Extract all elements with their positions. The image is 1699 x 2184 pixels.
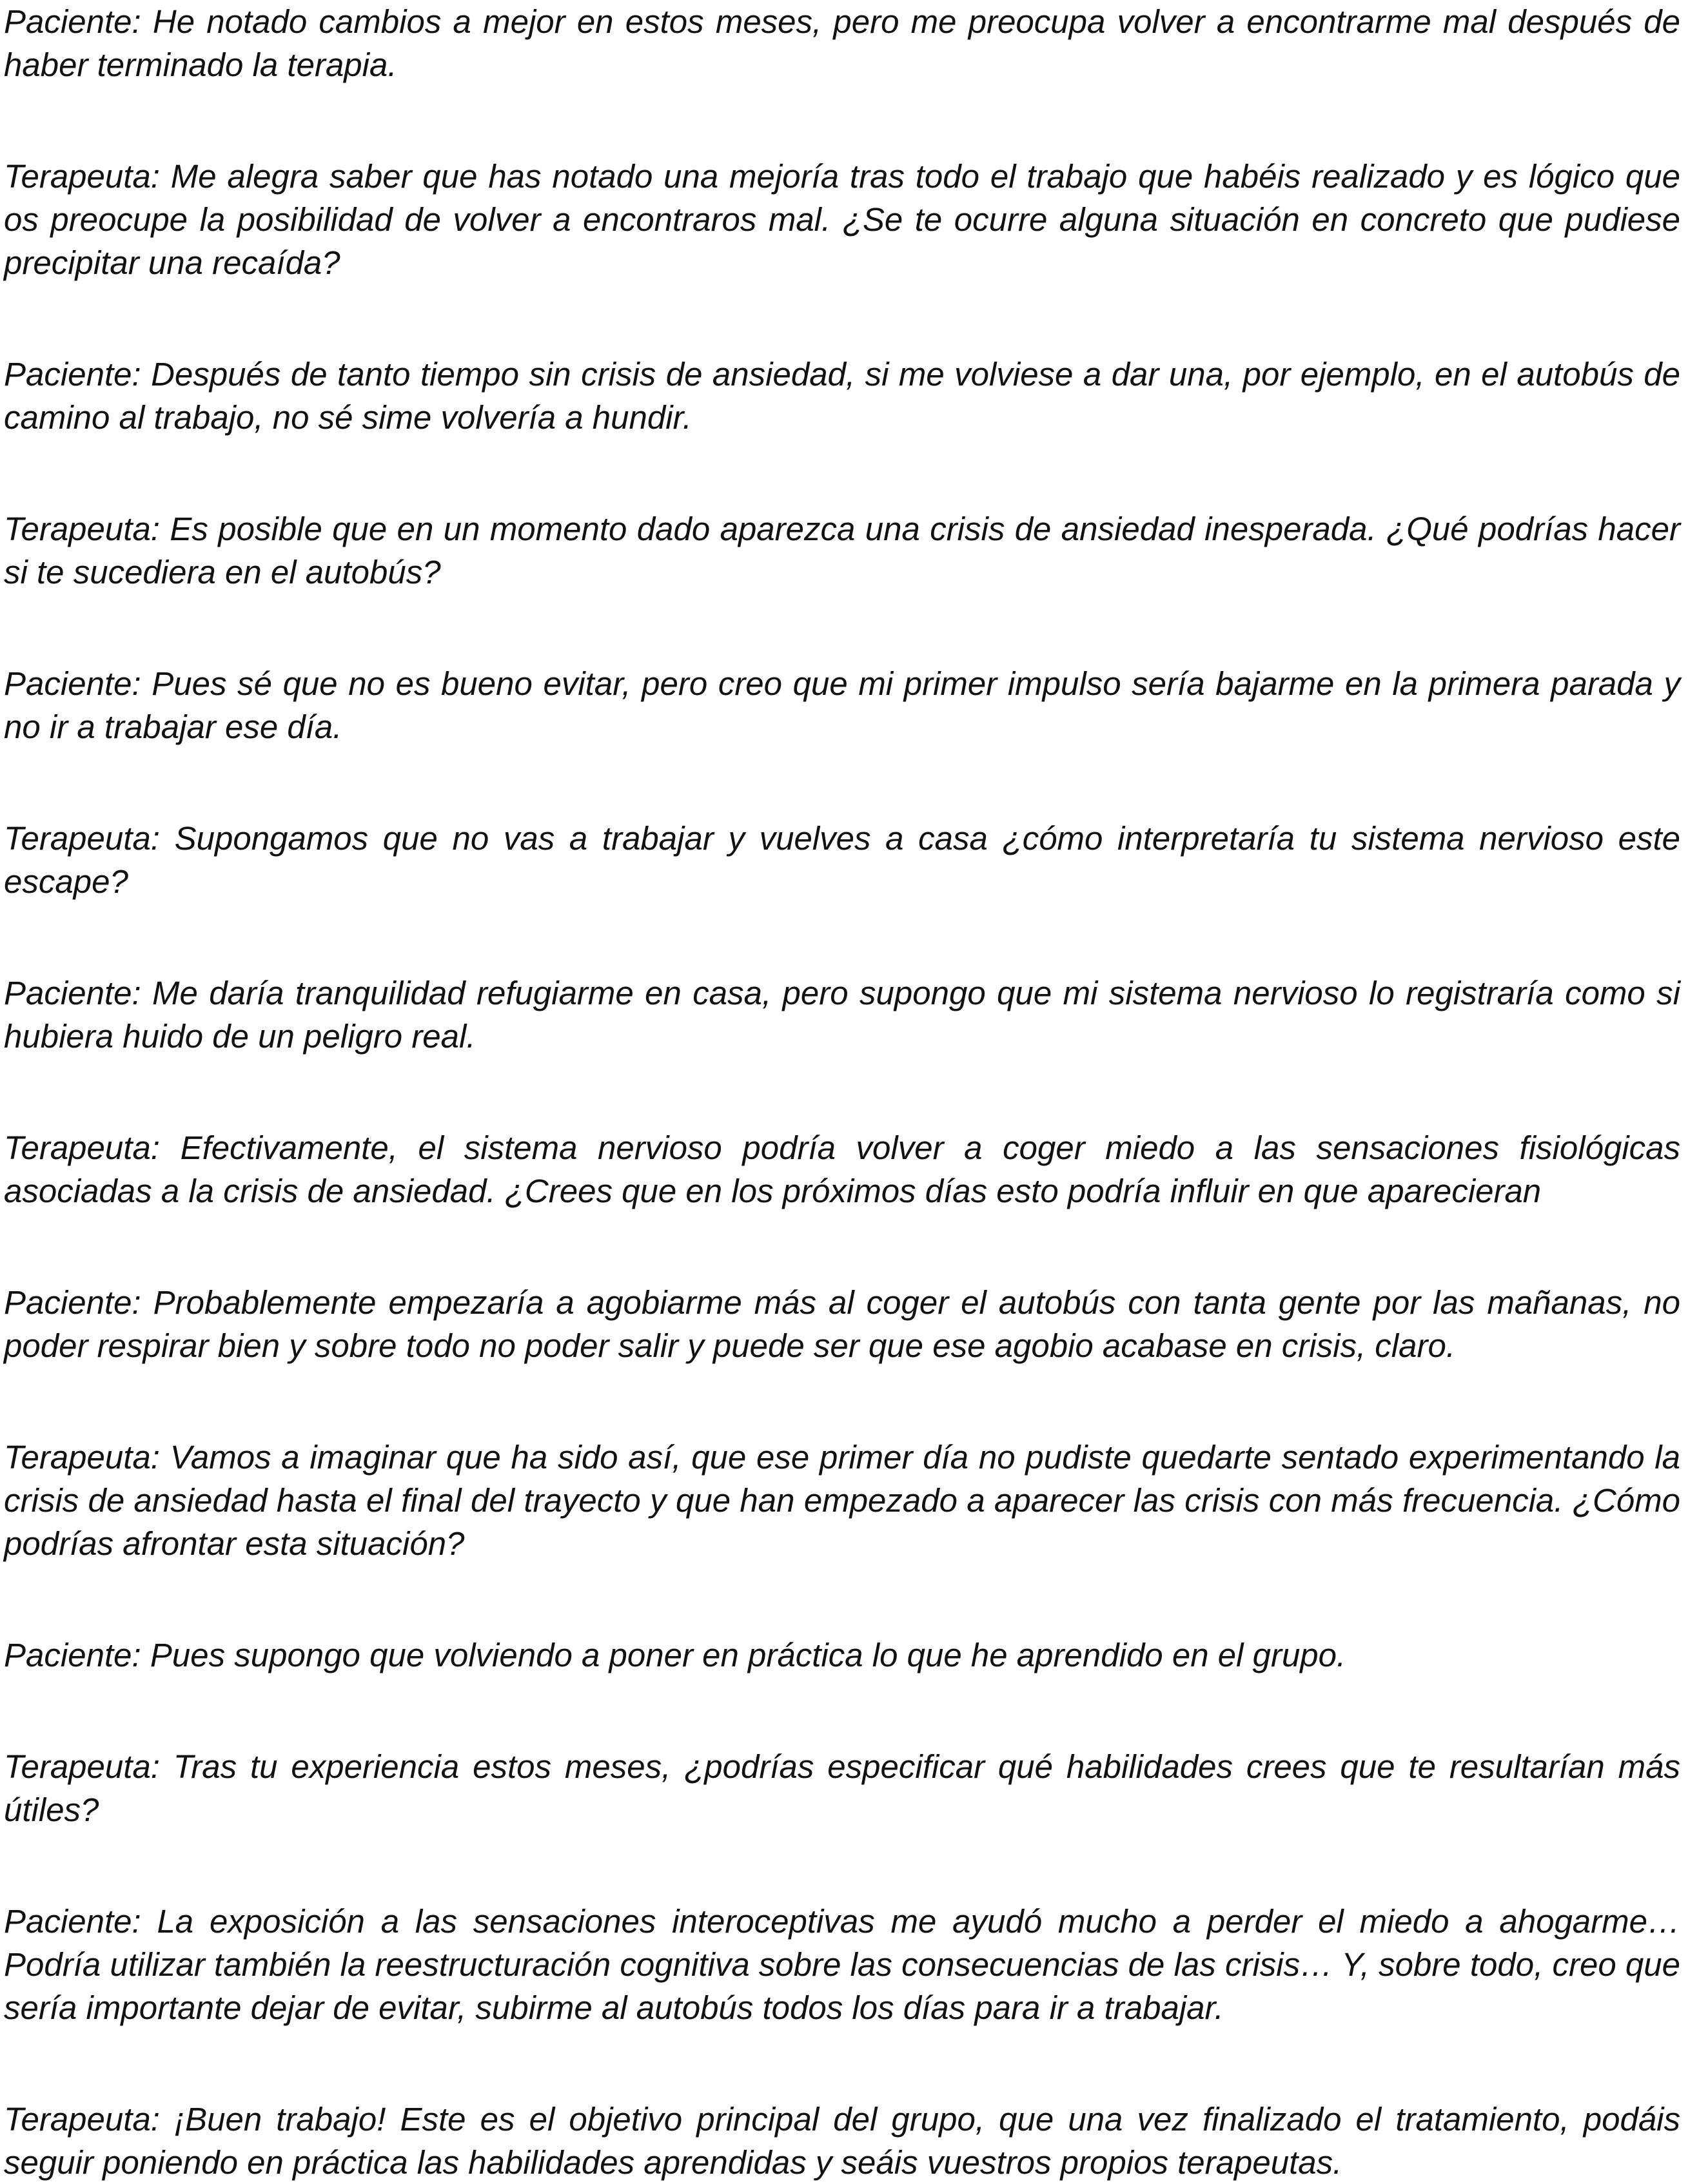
speaker-label: Terapeuta: [4,1129,160,1166]
turn-text: ¡Buen trabajo! Este es el objetivo principal del grupo, que una vez finalizado el tratamiento, podáis seguir poniendo en práctica las habilidades aprendidas y seáis vuestros propios terapeutas. [4,2101,1681,2181]
speaker-label: Paciente: [4,665,141,702]
turn-text: Supongamos que no vas a trabajar y vuelves a casa ¿cómo interpretaría tu sistema nervioso este escape? [4,820,1680,900]
dialogue-turn-patient [4,1900,1680,2029]
turn-text: Tras tu experiencia estos meses, ¿podrías especificar qué habilidades crees que te resultarían más útiles? [4,1748,1680,1828]
dialogue-turn-patient [4,662,1680,748]
speaker-label: Paciente: [4,3,141,40]
dialogue-turn-patient [4,1633,1680,1677]
turn-text: Me alegra saber que has notado una mejoría tras todo el trabajo que habéis realizado y es lógico que os preocupe la posibilidad de volver a encontraros mal. ¿Se te ocurre alguna situación en concreto que pudiese precipitar una recaída? [4,158,1680,281]
speaker-label: Paciente: [4,1284,141,1321]
turn-text: He notado cambios a mejor en estos meses, pero me preocupa volver a encontrarme mal después de haber terminado la terapia. [4,3,1680,83]
turn-text: La exposición a las sensaciones interoceptivas me ayudó mucho a perder el miedo a ahogarme… Podría utilizar también la reestructuración cognitiva sobre las consecuencias de las crisis… Y, sobre todo, creo que sería importante dejar de evitar, subirme al autobús todos los días para ir a trabajar. [4,1903,1681,2026]
turn-text: Pues sé que no es bueno evitar, pero creo que mi primer impulso sería bajarme en la primera parada y no ir a trabajar ese día. [4,665,1681,745]
dialogue-turn-therapist [4,2098,1680,2184]
turn-text: Efectivamente, el sistema nervioso podría volver a coger miedo a las sensaciones fisiológicas asociadas a la crisis de ansiedad. ¿Crees que en los próximos días esto podría influir en que aparecieran [4,1129,1680,1209]
dialogue-turn-therapist [4,155,1680,284]
speaker-label: Terapeuta: [4,158,160,195]
speaker-label: Terapeuta: [4,2101,160,2138]
dialogue-turn-patient [4,353,1680,439]
speaker-label: Terapeuta: [4,1439,160,1476]
dialogue-turn-therapist [4,1745,1680,1831]
dialogue-turn-therapist [4,1436,1680,1565]
turn-text: Después de tanto tiempo sin crisis de ansiedad, si me volviese a dar una, por ejemplo, en el autobús de camino al trabajo, no sé sime volvería a hundir. [4,356,1681,436]
speaker-label: Terapeuta: [4,820,160,857]
dialogue-transcript [4,0,1680,2184]
turn-text: Me daría tranquilidad refugiarme en casa, pero supongo que mi sistema nervioso lo registraría como si hubiera huido de un peligro real. [4,975,1680,1055]
dialogue-turn-therapist [4,817,1680,903]
speaker-label: Terapeuta: [4,511,160,547]
dialogue-turn-therapist [4,1126,1680,1213]
turn-text: Probablemente empezaría a agobiarme más al coger el autobús con tanta gente por las mañanas, no poder respirar bien y sobre todo no poder salir y puede ser que ese agobio acabase en crisis, claro. [4,1284,1680,1364]
speaker-label: Terapeuta: [4,1748,160,1785]
turn-text: Vamos a imaginar que ha sido así, que ese primer día no pudiste quedarte sentado experimentando la crisis de ansiedad hasta el final del trayecto y que han empezado a aparecer las crisis con más frecuencia. ¿Cómo podrías afrontar esta situación? [4,1439,1680,1562]
speaker-label: Paciente: [4,1637,141,1673]
dialogue-turn-patient [4,971,1680,1058]
dialogue-turn-patient [4,0,1680,86]
turn-text: Es posible que en un momento dado aparezca una crisis de ansiedad inesperada. ¿Qué podrías hacer si te sucediera en el autobús? [4,511,1680,590]
speaker-label: Paciente: [4,356,141,393]
dialogue-turn-therapist [4,507,1680,594]
speaker-label: Paciente: [4,1903,141,1940]
speaker-label: Paciente: [4,975,141,1011]
dialogue-turn-patient [4,1281,1680,1367]
turn-text: Pues supongo que volviendo a poner en práctica lo que he aprendido en el grupo. [150,1637,1346,1673]
